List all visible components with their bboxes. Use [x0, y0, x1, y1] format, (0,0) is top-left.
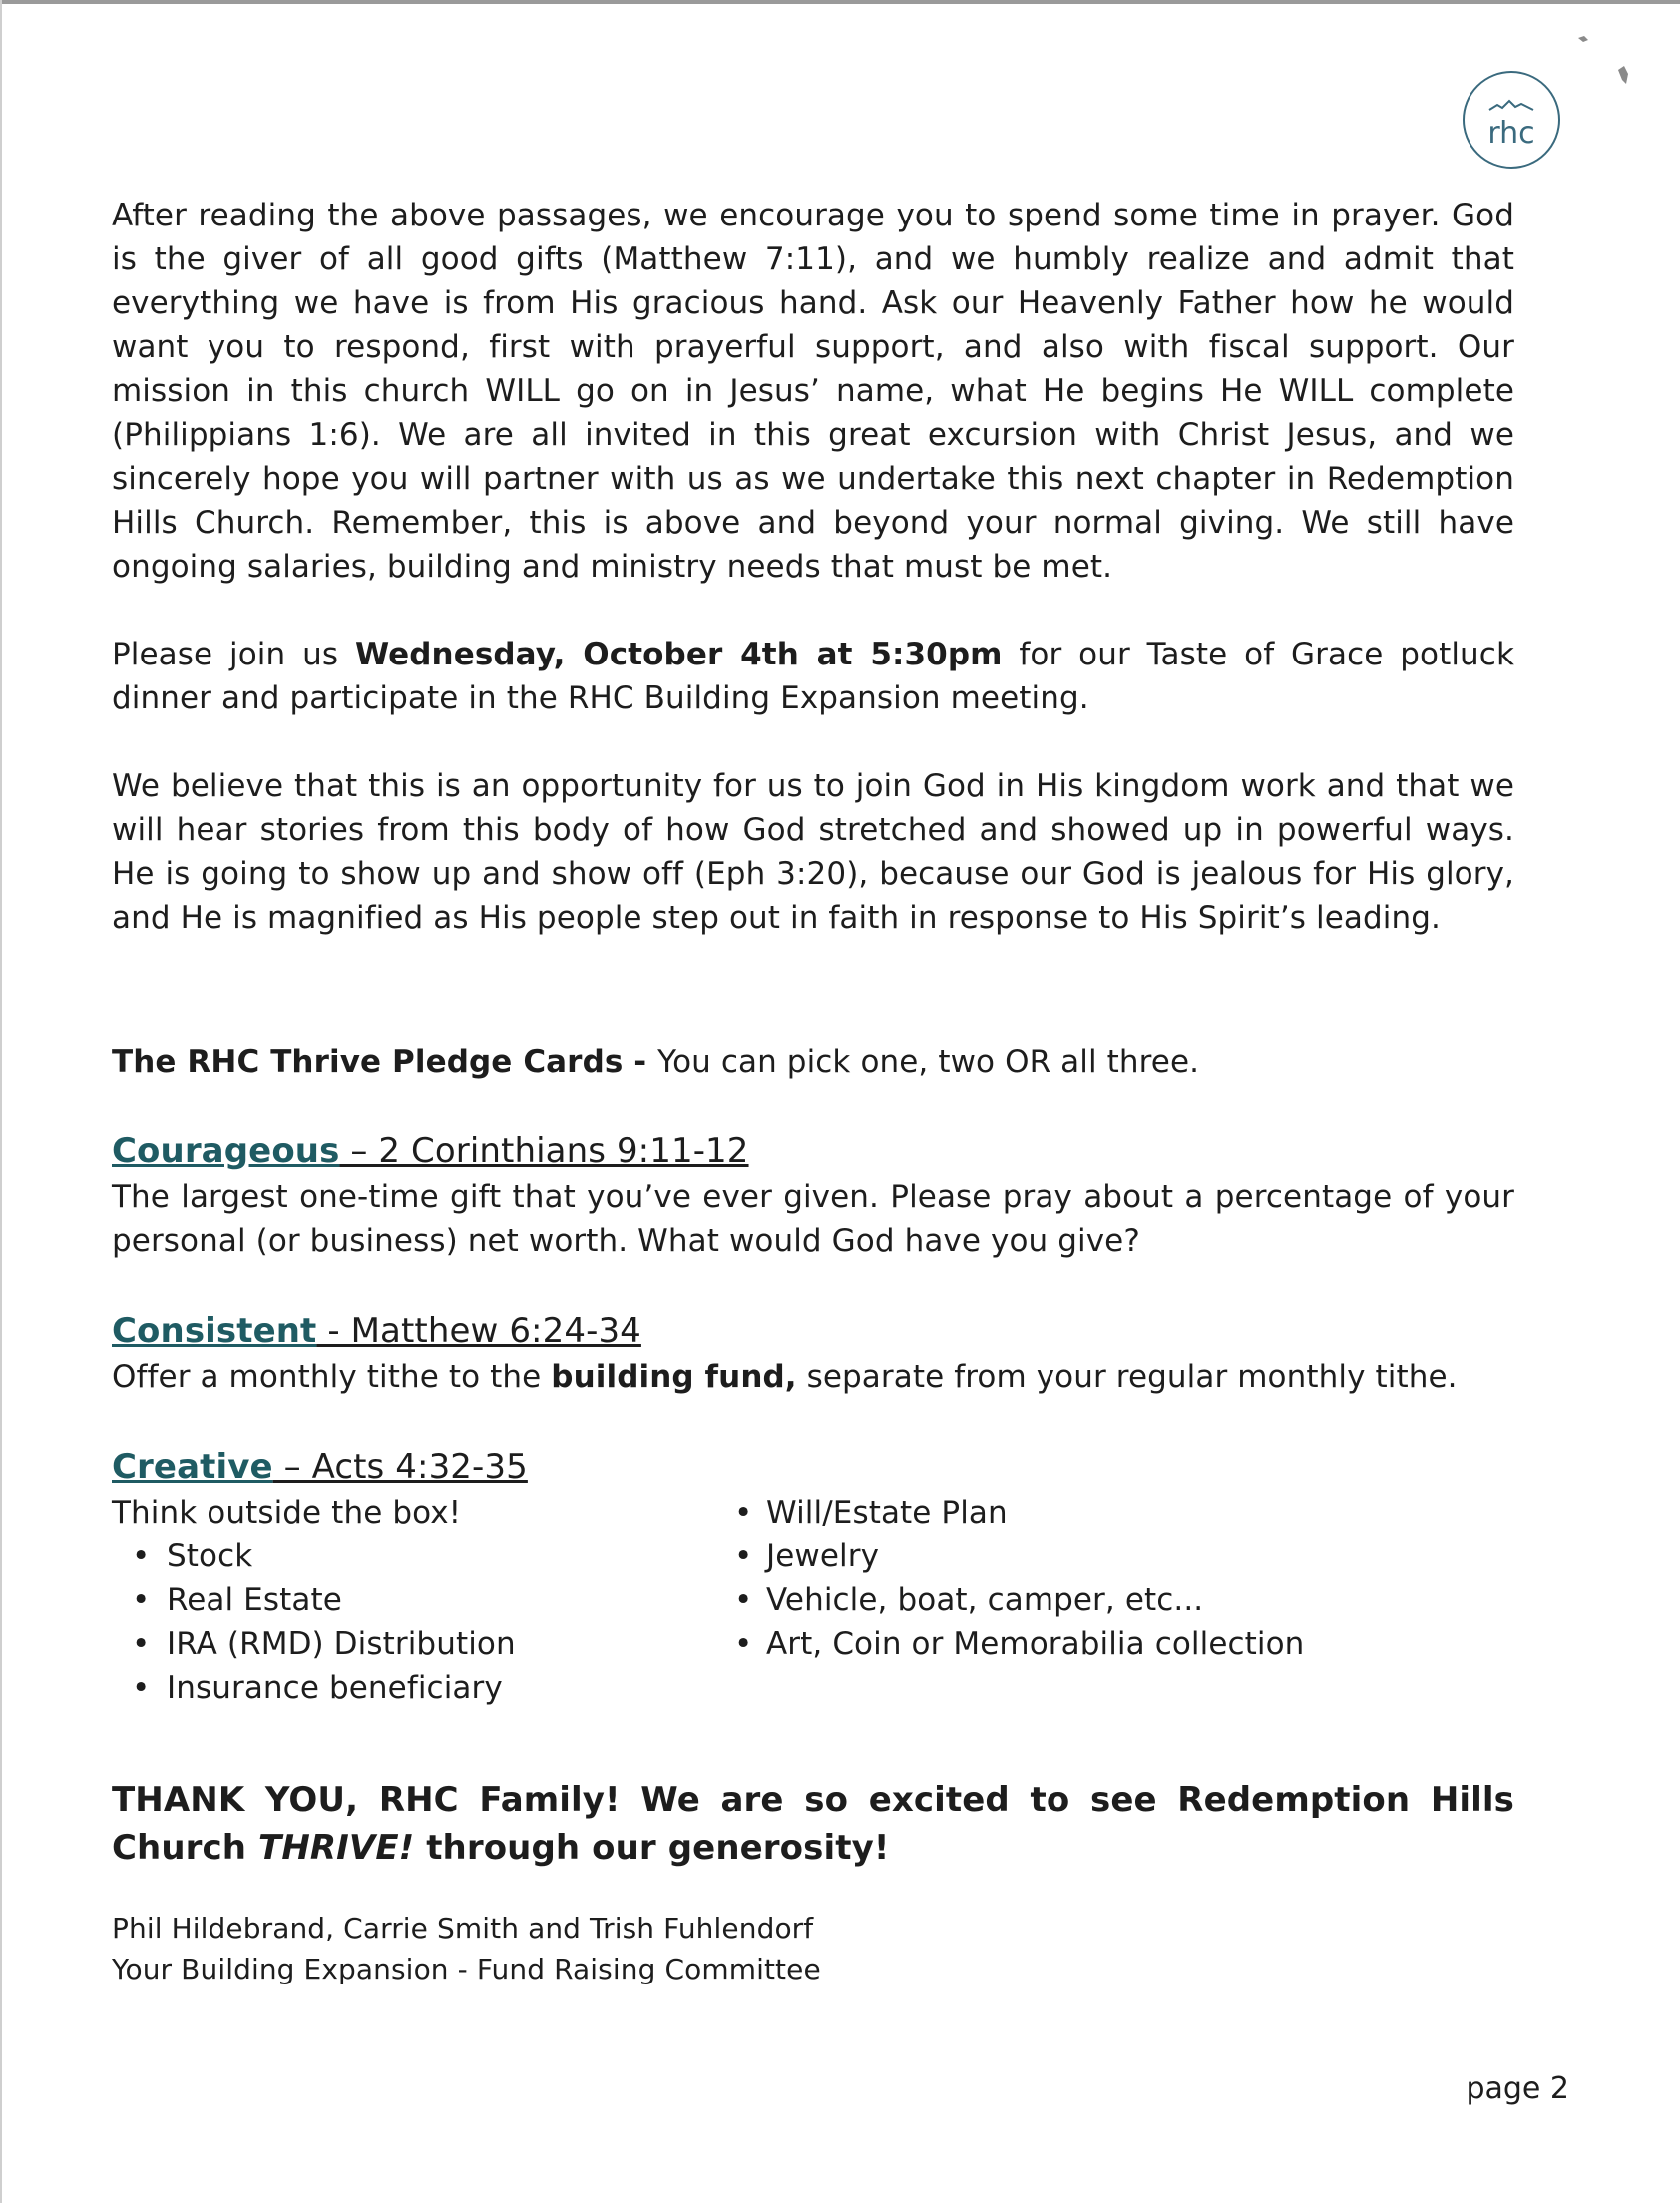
- consistent-desc-bold: building fund,: [551, 1359, 797, 1395]
- thanks-line2: through our generosity!: [414, 1828, 890, 1868]
- courageous-reference: – 2 Corinthians 9:11-12: [339, 1131, 749, 1171]
- list-item: • Art, Coin or Memorabilia collection: [742, 1622, 1341, 1666]
- courageous-heading: [112, 1127, 1514, 1175]
- paragraph-invitation: [112, 633, 1514, 720]
- creative-keyword: Creative: [112, 1447, 273, 1487]
- letter-body: [112, 194, 1514, 1989]
- list-item: • Vehicle, boat, camper, etc...: [742, 1578, 1341, 1622]
- creative-left-list: [112, 1535, 710, 1710]
- invitation-text-post: for our Taste of Grace potluck dinner and participate in the RHC Building Expansion meeting.: [112, 637, 1514, 716]
- logo-text: rhc: [1487, 116, 1535, 151]
- thanks-line1: THANK YOU, RHC Family! We are so excited to see Redemption Hills Church: [112, 1780, 1514, 1868]
- scan-specks: [1566, 30, 1646, 110]
- courageous-description: The largest one-time gift that you’ve ever given. Please pray about a percentage of your personal (or business) net worth. What would God have you give?: [112, 1179, 1514, 1259]
- creative-reference: – Acts 4:32-35: [272, 1447, 528, 1487]
- pledge-intro: [112, 1040, 1514, 1084]
- creative-options: [112, 1491, 1514, 1710]
- consistent-description: [112, 1355, 1514, 1399]
- creative-intro: Think outside the box!: [112, 1495, 462, 1531]
- paragraph-prayer: After reading the above passages, we encourage you to spend some time in prayer. God is the giver of all good gifts (Matthew 7:11), and we humbly realize and admit that everything we have is from His gracious hand. Ask our Heavenly Father how he would want you to respond, first with prayerful support, and also with fiscal support. Our mission in this church WILL go on in Jesus’ name, what He begins He WILL complete (Philippians 1:6). We are all invited in this great excursion with Christ Jesus, and we sincerely hope you will partner with us as we undertake this next chapter in Redemption Hills Church. Remember, this is above and beyond your normal giving. We still have ongoing salaries, building and ministry needs that must be met.: [112, 198, 1514, 585]
- list-item: • Will/Estate Plan: [742, 1491, 1341, 1535]
- creative-left-column: [112, 1491, 710, 1710]
- consistent-desc-pre: Offer a monthly tithe to the: [112, 1359, 552, 1395]
- list-item: • IRA (RMD) Distribution: [112, 1622, 710, 1666]
- creative-right-column: [742, 1491, 1341, 1666]
- list-item: • Stock: [112, 1535, 710, 1578]
- invitation-text-pre: Please join us: [112, 637, 355, 672]
- consistent-desc-post: separate from your regular monthly tithe.: [796, 1359, 1458, 1395]
- page-number: page 2: [1466, 2071, 1569, 2106]
- scan-left-edge: [0, 0, 2, 2203]
- list-item: • Real Estate: [112, 1578, 710, 1622]
- consistent-keyword: Consistent: [112, 1311, 317, 1351]
- invitation-date: Wednesday, October 4th at 5:30pm: [354, 637, 1003, 672]
- rhc-logo: [1462, 70, 1561, 170]
- consistent-reference: - Matthew 6:24-34: [316, 1311, 641, 1351]
- list-item: • Jewelry: [742, 1535, 1341, 1578]
- thank-you-message: [112, 1776, 1514, 1872]
- creative-right-list: [742, 1491, 1341, 1666]
- thanks-thrive: THRIVE!: [258, 1828, 415, 1868]
- committee-name: Your Building Expansion - Fund Raising Committee: [112, 1953, 821, 1985]
- pledge-intro-text: You can pick one, two OR all three.: [657, 1044, 1200, 1080]
- consistent-heading: [112, 1307, 1514, 1355]
- list-item: • Insurance beneficiary: [112, 1666, 710, 1710]
- signer-names: Phil Hildebrand, Carrie Smith and Trish Fuhlendorf: [112, 1912, 814, 1945]
- scan-top-edge: [0, 0, 1680, 4]
- paragraph-belief: We believe that this is an opportunity for us to join God in His kingdom work and that we will hear stories from this body of how God stretched and showed up in powerful ways. He is going to show up and show off (Eph 3:20), because our God is jealous for His glory, and He is magnified as His people step out in faith in response to His Spirit’s leading.: [112, 768, 1514, 936]
- pledge-intro-title: The RHC Thrive Pledge Cards -: [112, 1044, 658, 1080]
- courageous-keyword: Courageous: [112, 1131, 340, 1171]
- creative-heading: [112, 1443, 1514, 1491]
